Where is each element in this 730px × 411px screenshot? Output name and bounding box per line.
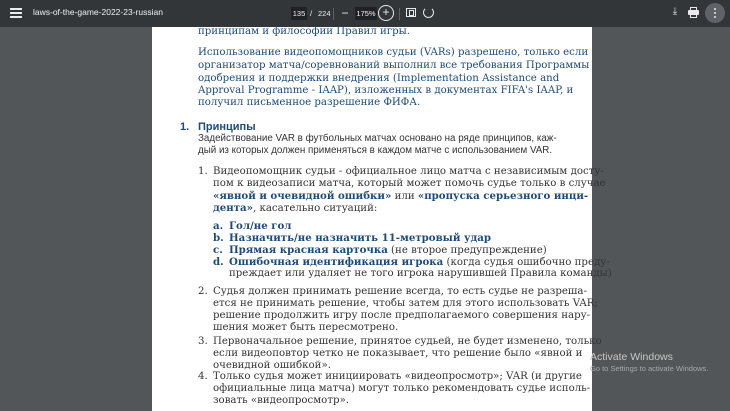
text-line: шения может быть пересмотрено. (213, 322, 399, 333)
text-line: Approval Programme - IAAP), изложенных в документах FIFA's IAAP, и (198, 85, 574, 96)
menu-icon[interactable] (10, 8, 22, 18)
list-number: 1. (198, 166, 208, 177)
pdf-toolbar (0, 0, 730, 27)
more-options-icon[interactable] (705, 3, 725, 23)
document-title: laws-of-the-game-2022-23-russian (33, 7, 163, 17)
text-line: решение продолжить игру после предполагаемого совершения нару- (213, 310, 591, 321)
text-line: дый из которых должен применяться в каждом матче с использованием VAR. (198, 145, 553, 156)
text-line: если видеоповтор четко не показывает, что решение было «явной и (213, 348, 583, 359)
text-line: очевидной ошибкой». (213, 360, 331, 371)
page-separator: / (310, 9, 313, 18)
text-line: одобрения и поддержки внедрения (Implementation Assistance and (198, 73, 560, 84)
sub-item: Прямая красная карточка (не второе предупреждение) (229, 244, 547, 256)
sub-letter: a. (213, 220, 224, 232)
text-line: Задействование VAR в футбольных матчах основано на ряде принципов, каж- (198, 133, 557, 144)
page-number-input[interactable]: 135 (292, 9, 306, 18)
download-icon[interactable]: ⤓ (672, 6, 678, 17)
text-line: преждает или удаляет не того игрока нарушившей Правила команды) (229, 268, 612, 279)
fit-to-page-icon[interactable] (406, 8, 416, 17)
sub-letter: b. (213, 232, 224, 244)
text-line (213, 202, 377, 215)
text-line: зовать «видеопросмотр». (213, 395, 349, 406)
sub-item: Назначить/не назначить 11-метровый удар (229, 232, 492, 244)
sub-letter: d. (213, 256, 224, 268)
text-line: Видеопомощник судьи - официальное лицо матча с независимым досту- (213, 166, 604, 177)
rotate-icon[interactable] (423, 7, 434, 18)
text-line: Первоначальное решение, принятое судьей, не будет изменено, только (213, 336, 602, 347)
toolbar-divider (333, 8, 334, 20)
text-line: Судья должен принимать решение всегда, то есть судье не разреша- (213, 286, 587, 297)
activate-windows-subtitle: Go to Settings to activate Windows. (590, 364, 709, 373)
text-line: принципам и философии Правил игры. (198, 26, 410, 37)
sub-item: Ошибочная идентификация игрока (когда судья ошибочно преду- (229, 256, 610, 268)
text-line: организатор матча/соревнований выполнил все требования Программы (198, 60, 590, 71)
text-line: ется не принимать решение, чтобы затем для этого использовать VAR; (213, 298, 598, 309)
section-title: Принципы (198, 121, 256, 133)
text-line: пом к видеозаписи матча, который может помочь судье только в случае (213, 178, 606, 189)
text-line: Использование видеопомощников судьи (VARs) разрешено, только если (198, 47, 589, 58)
zoom-in-button[interactable]: + (378, 5, 394, 21)
text-line: получил письменное разрешение ФИФА. (198, 97, 421, 108)
text-line: официальные лица матча) могут только рекомендовать судье исполь- (213, 383, 591, 394)
bold-text: «пропуска серьезного инци- (417, 190, 589, 202)
plain-text: или (391, 191, 418, 202)
print-icon[interactable] (688, 7, 699, 17)
list-number: 2. (198, 286, 208, 297)
text-line: Только судья может инициировать «видеопросмотр»; VAR (и другие (213, 371, 582, 382)
page-total: 224 (318, 9, 331, 18)
list-number: 3. (198, 336, 208, 347)
zoom-level-input[interactable]: 175% (356, 9, 376, 18)
pdf-page (152, 26, 612, 411)
list-number: 4. (198, 371, 208, 382)
zoom-out-button[interactable]: − (341, 6, 349, 20)
sub-letter: c. (213, 244, 223, 256)
plain-text: , касательно ситуаций: (253, 203, 378, 214)
bold-text: «явной и очевидной ошибки» (213, 190, 392, 202)
sub-item: Гол/не гол (229, 220, 292, 232)
section-number: 1. (180, 121, 190, 133)
bold-text: дента» (213, 202, 254, 214)
toolbar-divider (399, 8, 400, 20)
activate-windows-title: Activate Windows (590, 351, 673, 363)
